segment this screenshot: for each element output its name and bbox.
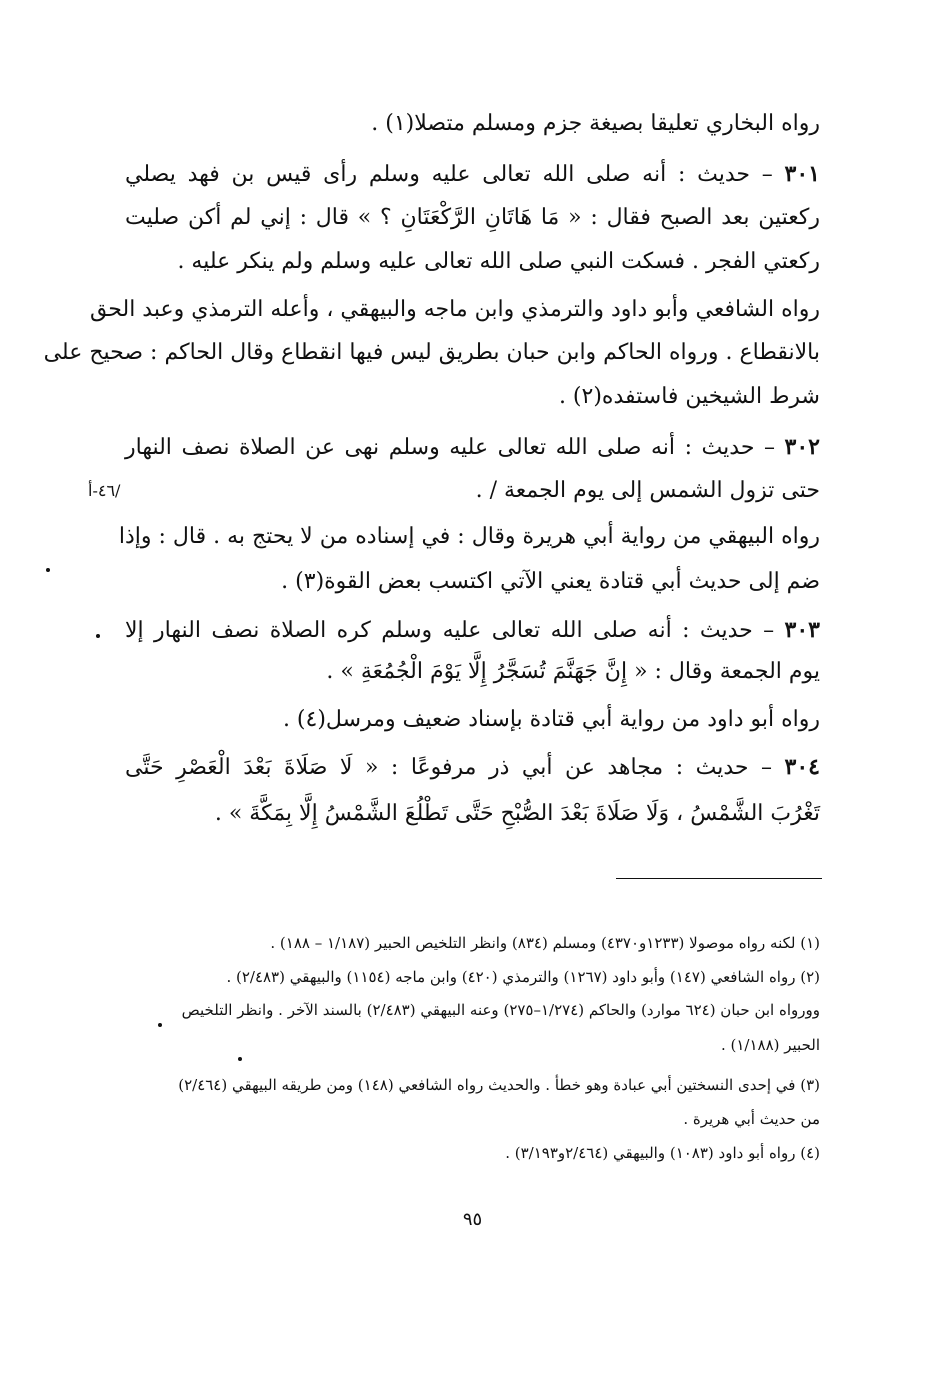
- footnote-2-cont: الحبير (١/١٨٨) .: [720, 1036, 820, 1054]
- hadith-number: ٣٠١: [784, 161, 820, 187]
- footnote-4: (٤) رواه أبو داود (١٠٨٣) والبيهقي (٢/٤٦٤و٣/١٩٣) .: [505, 1144, 820, 1162]
- hadith-number: ٣٠٣: [784, 617, 820, 643]
- stray-dot: [158, 1023, 162, 1027]
- body-line: شرط الشيخين فاستفده(٢) .: [558, 384, 820, 409]
- body-line: ركعتي الفجر . فسكت النبي صلى الله تعالى عليه وسلم ولم ينكر عليه .: [177, 249, 820, 274]
- footnote-3: (٣) في إحدى النسختين أبي عبادة وهو خطأ . والحديث رواه الشافعي (١٤٨) ومن طريقه البيهقي (٢/٤٦٤): [178, 1076, 820, 1094]
- footnote-separator: [616, 878, 822, 879]
- margin-folio-note: /٤٦-أ: [88, 481, 121, 500]
- body-line: رواه أبو داود من رواية أبي قتادة بإسناد ضعيف ومرسل(٤) .: [282, 707, 820, 732]
- footnote-2-cont: وورواه ابن حبان (٦٢٤ موارد) والحاكم (١/٢٧٤–٢٧٥) وعنه البيهقي (٢/٤٨٣) بالسند الآخر . وانظر التلخيص: [181, 1001, 820, 1019]
- hadith-number: ٣٠٢: [784, 434, 820, 460]
- body-line: ركعتين بعد الصبح فقال : « مَا هَاتَانِ الرَّكْعَتَانِ ؟ » قال : إني لم أكن صليت: [125, 205, 820, 230]
- stray-dot: [46, 568, 50, 572]
- page-number: ٩٥: [462, 1209, 483, 1230]
- body-line: ضم إلى حديث أبي قتادة يعني الآتي اكتسب بعض القوة(٣) .: [281, 569, 820, 594]
- hadith-number: ٣٠٤: [784, 754, 820, 780]
- footnote-1: (١) لكنه رواه موصولا (١٢٣٣و٤٣٧٠) ومسلم (٨٣٤) وانظر التلخيص الحبير (١/١٨٧ – ١٨٨) .: [270, 934, 820, 952]
- body-line: رواه البيهقي من رواية أبي هريرة وقال : في إسناده من لا يحتج به . قال : وإذا: [118, 524, 820, 549]
- footnote-2: (٢) رواه الشافعي (١٤٧) وأبو داود (١٢٦٧) والترمذي (٤٢٠) وابن ماجه (١١٥٤) والبيهقي (٢/٤٨٣) .: [226, 968, 820, 986]
- hadith-303-line: ٣٠٣ – حديث : أنه صلى الله تعالى عليه وسلم كره الصلاة نصف النهار إلا: [125, 617, 820, 643]
- hadith-304-line: ٣٠٤ – حديث : مجاهد عن أبي ذر مرفوعًا : « لَا صَلَاةَ بَعْدَ الْعَصْرِ حَتَّى: [125, 754, 820, 780]
- body-line: رواه الشافعي وأبو داود والترمذي وابن ماجه والبيهقي ، وأعله الترمذي وعبد الحق: [89, 297, 820, 322]
- footnote-3-cont: من حديث أبي هريرة .: [683, 1110, 820, 1128]
- body-line: حتى تزول الشمس إلى يوم الجمعة / .: [475, 478, 820, 503]
- body-line: يوم الجمعة وقال : « إِنَّ جَهَنَّمَ تُسَجَّرُ إِلَّا يَوْمَ الْجُمُعَةِ » .: [326, 659, 820, 684]
- body-line: بالانقطاع . ورواه الحاكم وابن حبان بطريق ليس فيها انقطاع وقال الحاكم : صحيح على: [43, 340, 820, 365]
- body-line: تَغْرُبَ الشَّمْسُ ، وَلَا صَلَاةَ بَعْدَ الصُّبْحِ حَتَّى تَطْلُعَ الشَّمْسُ إِلَّا بِمَكَّةَ » .: [214, 801, 820, 826]
- body-line: رواه البخاري تعليقا بصيغة جزم ومسلم متصلا(١) .: [371, 111, 820, 136]
- hadith-302-line: ٣٠٢ – حديث : أنه صلى الله تعالى عليه وسلم نهى عن الصلاة نصف النهار: [125, 434, 820, 460]
- hadith-301-line: ٣٠١ – حديث : أنه صلى الله تعالى عليه وسلم رأى قيس بن فهد يصلي: [125, 161, 820, 187]
- stray-dot: [96, 634, 100, 638]
